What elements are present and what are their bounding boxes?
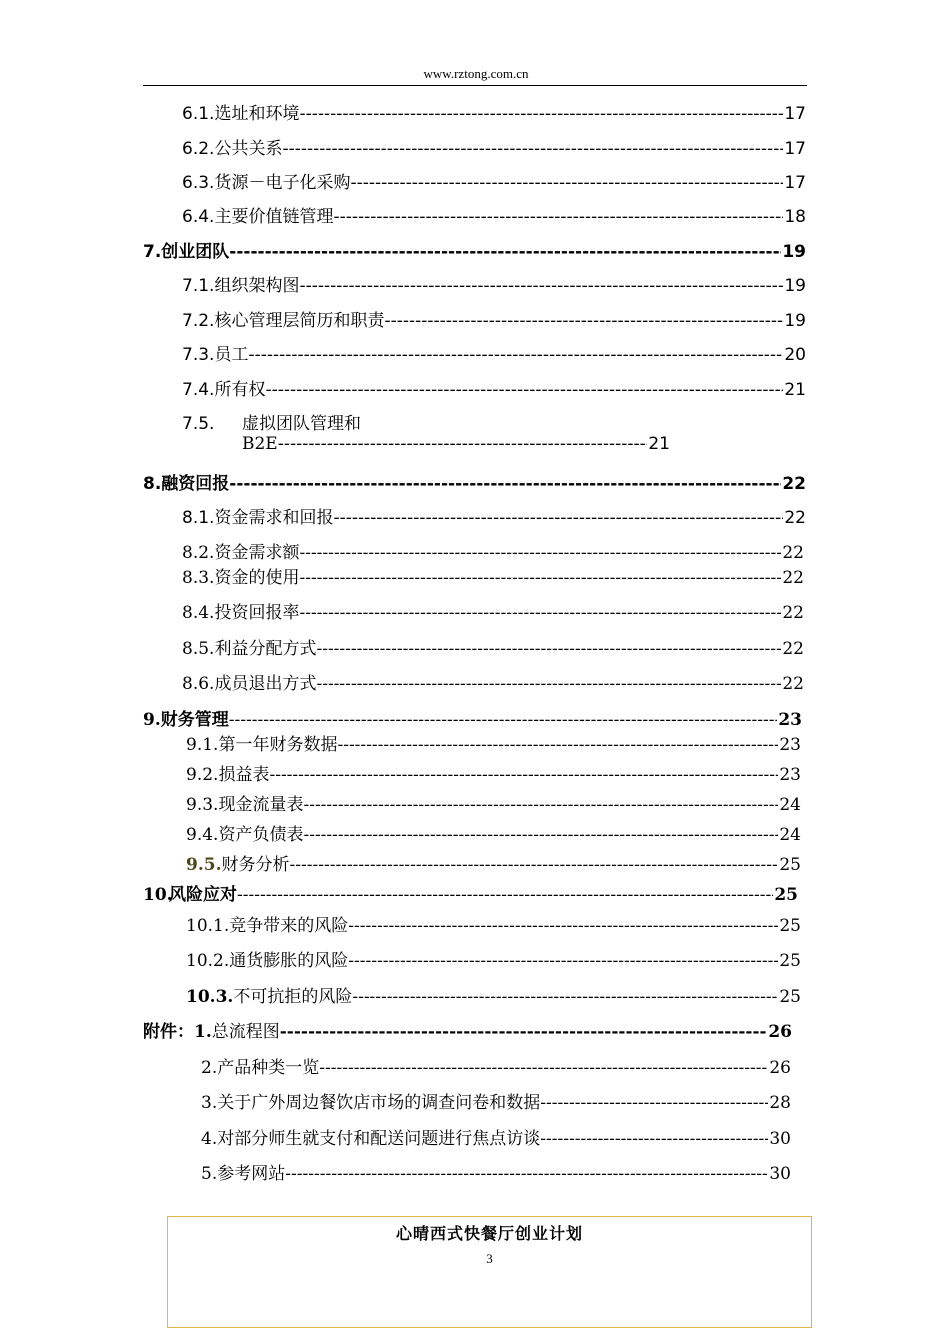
toc-title: 财务管理 <box>160 710 229 730</box>
toc-entry[interactable] <box>182 409 806 434</box>
toc-title: 资产负债表 <box>218 825 304 845</box>
toc-number: 9.2. <box>186 765 219 785</box>
toc-number: 7.3. <box>182 345 215 365</box>
toc-page: 18 <box>784 207 806 227</box>
toc-number: 6.4. <box>182 207 215 227</box>
toc-number: 9. <box>143 710 161 730</box>
toc-leader <box>299 543 781 563</box>
toc-entry[interactable] <box>182 99 806 124</box>
toc-number: 9.3. <box>186 795 219 815</box>
toc-page: 22 <box>784 508 806 528</box>
toc-page: 22 <box>782 674 804 694</box>
toc-leader <box>316 639 781 659</box>
toc-leader <box>278 434 648 454</box>
toc-appendix-prefix: 附件： <box>143 1022 194 1042</box>
toc-leader <box>299 104 783 124</box>
toc-title-continuation: B2E <box>242 434 278 454</box>
toc-page: 17 <box>784 104 806 124</box>
toc-entry[interactable] <box>201 1088 791 1113</box>
toc-entry[interactable] <box>182 669 804 694</box>
toc-entry[interactable] <box>186 790 801 815</box>
toc-title: 资金需求和回报 <box>214 508 334 528</box>
toc-title: 创业团队 <box>161 242 230 262</box>
toc-page: 30 <box>769 1129 791 1149</box>
toc-number: 8.3. <box>182 568 215 588</box>
toc-page: 26 <box>769 1058 791 1078</box>
toc-leader <box>299 603 781 623</box>
toc-page: 21 <box>648 434 670 454</box>
toc-page: 30 <box>769 1164 791 1184</box>
toc-page: 17 <box>784 173 806 193</box>
toc-leader <box>333 207 783 227</box>
toc-title: 通货膨胀的风险 <box>229 951 349 971</box>
toc-number: 6.1. <box>182 104 215 124</box>
toc-number: 1. <box>194 1022 212 1042</box>
toc-leader <box>333 508 783 528</box>
toc-title: 核心管理层简历和职责 <box>214 311 385 331</box>
toc-entry[interactable] <box>201 1159 791 1184</box>
toc-entry[interactable] <box>182 538 804 563</box>
toc-number: 3. <box>201 1093 218 1113</box>
toc-number: 8.1. <box>182 508 215 528</box>
toc-heading[interactable] <box>143 469 806 494</box>
toc-entry[interactable] <box>182 375 806 400</box>
toc-title: 投资回报率 <box>214 603 300 623</box>
toc-leader <box>280 1022 768 1042</box>
toc-number: 8.5. <box>182 639 215 659</box>
toc-page: 21 <box>784 380 806 400</box>
toc-page: 22 <box>782 639 804 659</box>
toc-number: 10.1. <box>186 916 230 936</box>
footer-title: 心晴西式快餐厅创业计划 <box>395 1224 583 1243</box>
toc-number: 8.4. <box>182 603 215 623</box>
toc-page: 25 <box>779 855 801 875</box>
toc-title: 货源－电子化采购 <box>214 173 351 193</box>
toc-title: 资金的使用 <box>214 568 300 588</box>
toc-leader <box>352 987 778 1007</box>
toc-leader <box>350 173 783 193</box>
toc-leader <box>303 825 778 845</box>
toc-entry[interactable] <box>182 598 804 623</box>
toc-number: 7.1. <box>182 276 215 296</box>
toc-page: 26 <box>768 1022 792 1042</box>
toc-heading[interactable] <box>143 237 806 262</box>
toc-leader <box>285 1164 768 1184</box>
toc-title: 员工 <box>214 345 249 365</box>
toc-title: 虚拟团队管理和 <box>242 414 361 434</box>
toc-leader <box>248 345 783 365</box>
toc-number: 6.3. <box>182 173 215 193</box>
toc-page: 28 <box>769 1093 791 1113</box>
toc-page: 19 <box>782 242 806 262</box>
toc-title: 成员退出方式 <box>214 674 317 694</box>
page-header-url: www.rztong.com.cn <box>423 66 529 81</box>
toc-title: 损益表 <box>218 765 270 785</box>
toc-number: 10.2. <box>186 951 230 971</box>
footer-page-number: 3 <box>486 1251 493 1266</box>
toc-number: 5. <box>201 1164 218 1184</box>
toc-leader <box>384 311 783 331</box>
toc-number: 8. <box>143 474 162 494</box>
toc-entry[interactable] <box>182 168 806 193</box>
toc-title: 现金流量表 <box>218 795 304 815</box>
toc-entry[interactable] <box>186 820 801 845</box>
toc-leader <box>265 380 783 400</box>
toc-page: 24 <box>779 825 801 845</box>
toc-title: 竞争带来的风险 <box>229 916 349 936</box>
toc-number: 2. <box>201 1058 218 1078</box>
toc-title: 关于广外周边餐饮店市场的调查问卷和数据 <box>217 1093 541 1113</box>
toc-leader <box>540 1093 768 1113</box>
toc-page: 17 <box>784 139 806 159</box>
footer-box <box>167 1216 812 1328</box>
toc-number: 7.5. <box>182 414 215 434</box>
toc-entry[interactable] <box>201 1124 791 1149</box>
toc-title: 所有权 <box>214 380 266 400</box>
toc-heading[interactable] <box>143 880 798 905</box>
toc-title: 公共关系 <box>214 139 283 159</box>
toc-entry[interactable] <box>182 202 806 227</box>
toc-number: 9.5. <box>186 855 222 875</box>
toc-leader <box>282 139 783 159</box>
toc-leader <box>348 951 778 971</box>
toc-leader <box>229 710 778 730</box>
toc-title: 不可抗拒的风险 <box>233 987 353 1007</box>
toc-page: 22 <box>782 474 806 494</box>
toc-entry[interactable] <box>182 306 806 331</box>
toc-number: 9.1. <box>186 735 219 755</box>
toc-leader <box>229 242 781 262</box>
toc-title: 产品种类一览 <box>217 1058 320 1078</box>
toc-number: 8.2. <box>182 543 215 563</box>
toc-page: 25 <box>774 885 798 905</box>
toc-title: 主要价值链管理 <box>214 207 334 227</box>
toc-entry[interactable] <box>182 563 804 588</box>
toc-leader <box>540 1129 768 1149</box>
toc-number: 9.4. <box>186 825 219 845</box>
toc-entry[interactable] <box>182 340 806 365</box>
toc-leader <box>337 735 778 755</box>
toc-page: 19 <box>784 311 806 331</box>
toc-entry[interactable] <box>182 503 806 528</box>
toc-entry[interactable] <box>182 134 806 159</box>
toc-page: 25 <box>779 916 801 936</box>
toc-leader <box>229 474 781 494</box>
toc-entry[interactable] <box>186 850 801 875</box>
toc-number: 10. <box>143 885 173 905</box>
toc-leader <box>290 855 779 875</box>
toc-page: 23 <box>778 710 802 730</box>
toc-title: 资金需求额 <box>214 543 300 563</box>
toc-entry-continuation[interactable] <box>242 434 670 454</box>
toc-page: 22 <box>782 568 804 588</box>
toc-leader <box>303 795 778 815</box>
toc-page: 19 <box>784 276 806 296</box>
toc-leader <box>269 765 778 785</box>
toc-number: 7.4. <box>182 380 215 400</box>
toc-title: 参考网站 <box>217 1164 286 1184</box>
toc-title: 对部分师生就支付和配送问题进行焦点访谈 <box>217 1129 541 1149</box>
toc-page: 24 <box>779 795 801 815</box>
toc-entry[interactable] <box>201 1053 791 1078</box>
toc-title: 选址和环境 <box>214 104 300 124</box>
toc-page: 23 <box>779 735 801 755</box>
toc-leader <box>237 885 773 905</box>
toc-page: 25 <box>779 951 801 971</box>
toc-entry[interactable] <box>186 730 801 755</box>
toc-entry[interactable] <box>186 946 801 971</box>
toc-entry[interactable] <box>182 634 804 659</box>
toc-page: 25 <box>779 987 801 1007</box>
toc-page: 20 <box>784 345 806 365</box>
toc-leader <box>316 674 781 694</box>
toc-number: 8.6. <box>182 674 215 694</box>
toc-title: 第一年财务数据 <box>218 735 338 755</box>
toc-page: 23 <box>779 765 801 785</box>
toc-entry[interactable] <box>186 911 801 936</box>
toc-heading[interactable] <box>143 705 802 730</box>
toc-title: 融资回报 <box>161 474 230 494</box>
toc-entry[interactable] <box>186 982 801 1007</box>
toc-leader <box>299 276 783 296</box>
toc-leader <box>319 1058 768 1078</box>
toc-leader <box>299 568 781 588</box>
toc-leader <box>348 916 778 936</box>
toc-number: 10.3. <box>186 987 234 1007</box>
toc-number: 6.2. <box>182 139 215 159</box>
toc-number: 7.2. <box>182 311 215 331</box>
toc-appendix-heading[interactable] <box>143 1017 792 1042</box>
toc-number: 4. <box>201 1129 218 1149</box>
toc-title: 组织架构图 <box>214 276 300 296</box>
toc-entry[interactable] <box>186 760 801 785</box>
toc-title: 利益分配方式 <box>214 639 317 659</box>
toc-number: 7. <box>143 242 162 262</box>
toc-title: 总流程图 <box>211 1022 280 1042</box>
toc-page: 22 <box>782 603 804 623</box>
toc-page: 22 <box>782 543 804 563</box>
toc-title: 风险应对 <box>169 885 237 905</box>
toc-entry[interactable] <box>182 271 806 296</box>
toc-title: 财务分析 <box>221 855 290 875</box>
header-rule <box>143 85 807 86</box>
